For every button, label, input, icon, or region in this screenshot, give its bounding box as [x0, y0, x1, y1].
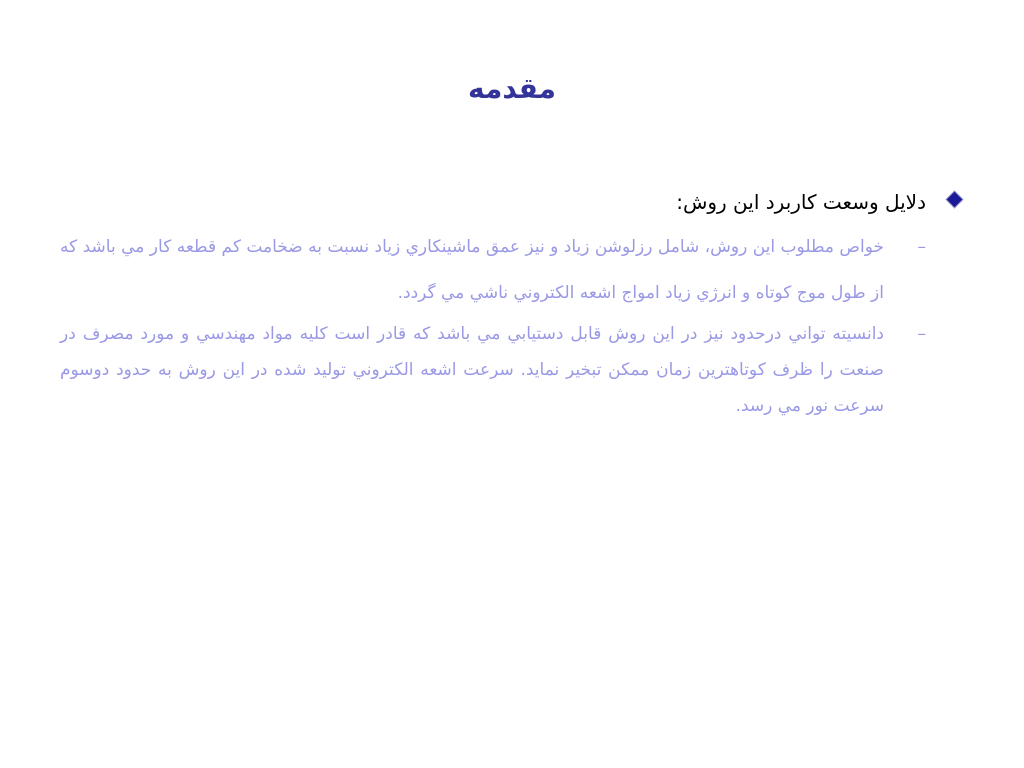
dash-bullet-icon: –: [917, 237, 926, 257]
sub-bullet-text: دانسيته تواني درحدود نيز در اين روش قابل دستيابي مي باشد كه قادر است كليه مواد مهندسي و مورد مصرف در صنعت را ظرف كوتاهترين زمان ممكن تبخير نمايد. سرعت اشعه الكتروني توليد شده در اين روش به حدود دوسوم سرعت نور مي رسد.: [60, 324, 884, 416]
sub-bullet-item: [60, 316, 964, 424]
main-bullet-text: دلايل وسعت كاربرد اين روش:: [676, 190, 926, 214]
sub-bullet-list: [60, 224, 964, 424]
dash-bullet-icon: –: [917, 324, 926, 344]
slide-title: مقدمه: [468, 72, 556, 105]
sub-bullet-item: [60, 224, 964, 316]
diamond-bullet-icon: [947, 192, 963, 208]
slide-content: [60, 180, 964, 424]
main-bullet: [60, 180, 964, 224]
sub-bullet-text: خواص مطلوب اين روش، شامل رزلوشن زياد و نيز عمق ماشينكاري زياد نسبت به ضخامت كم قطعه كار مي باشد كه از طول موج كوتاه و انرژي زياد امواج اشعه الكتروني ناشي مي گردد.: [60, 237, 884, 303]
